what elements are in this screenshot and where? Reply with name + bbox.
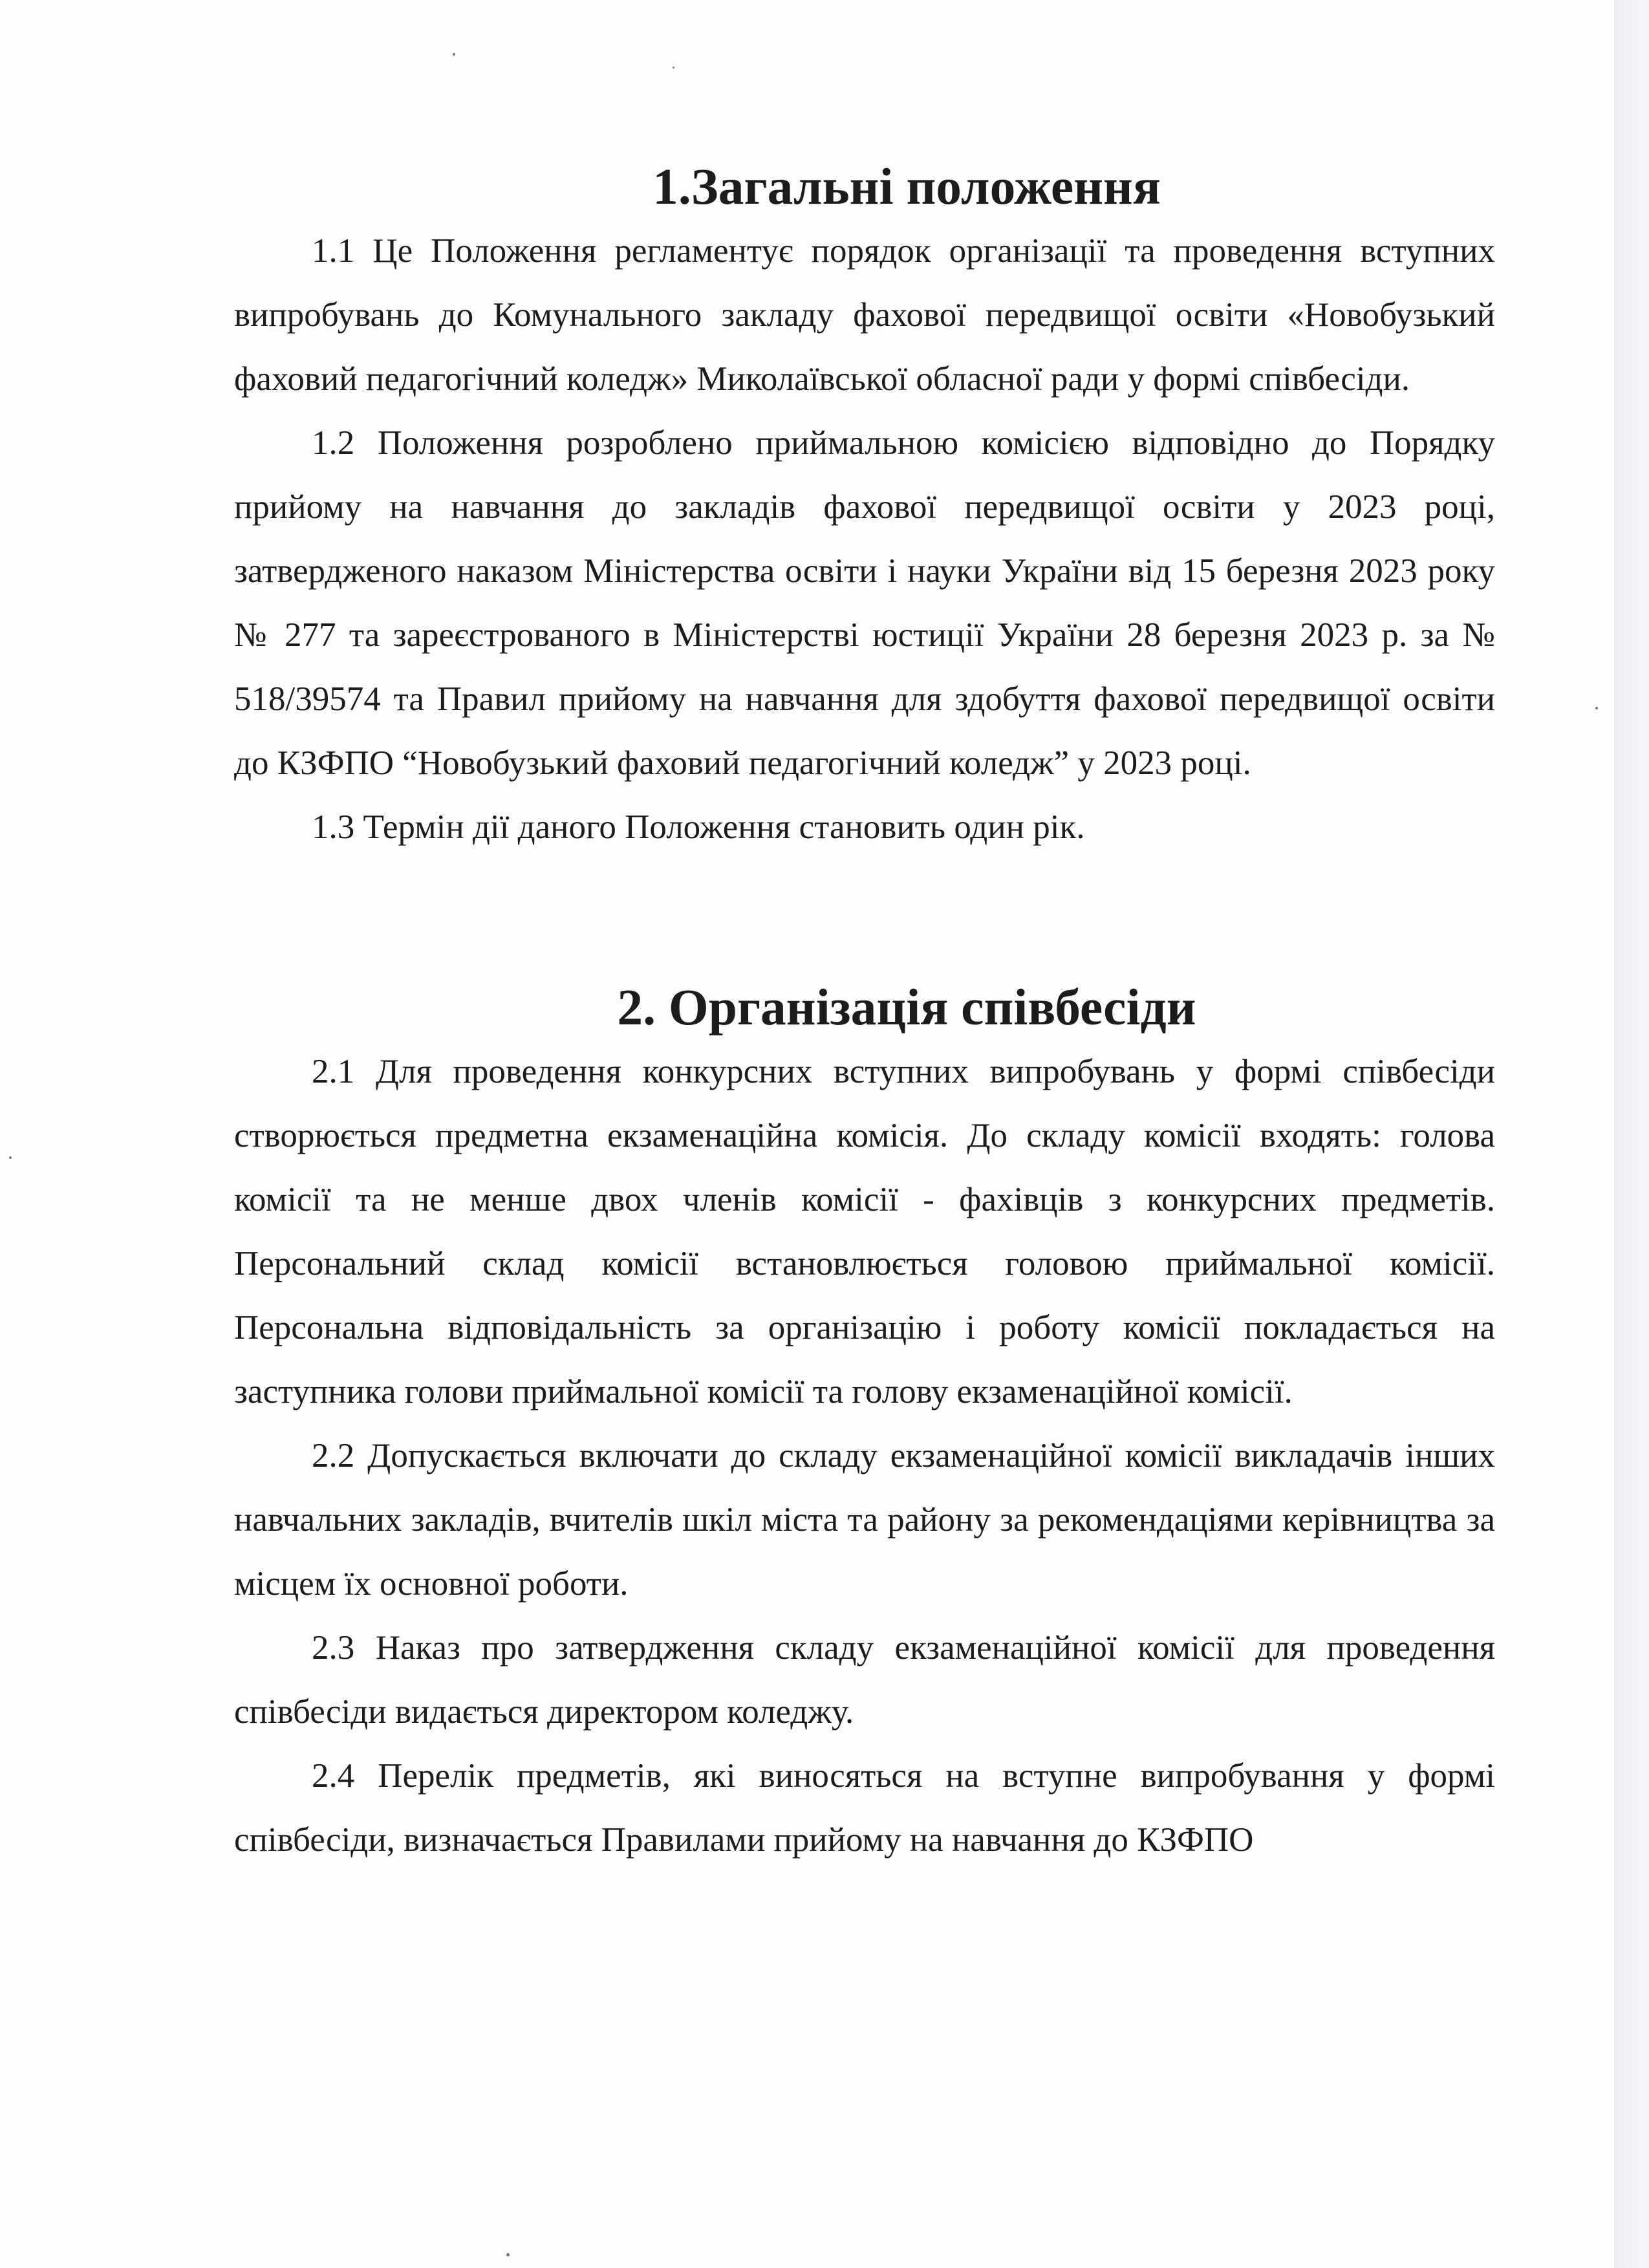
paragraph-1-3: 1.3 Термін дії даного Положення становить один рік. [312, 808, 1085, 846]
scan-speck [1595, 707, 1598, 709]
scan-speck [453, 53, 455, 56]
section-heading-interview-organization: 2. Організація співбесіди [617, 979, 1196, 1036]
scan-speck [9, 1156, 12, 1159]
paragraph-1-1: 1.1 Це Положення регламентує порядок організації та проведення вступних випробувань до Комунального закладу фахової передвищої освіти «Новобузький фаховий педагогічний коледж» Миколаївської обласної ради у формі співбесіди. [234, 232, 1495, 398]
scan-speck [506, 2253, 510, 2256]
paragraph-2-3: 2.3 Наказ про затвердження складу екзаменаційної комісії для проведення співбесіди видається директором коледжу. [234, 1629, 1495, 1731]
scan-edge-strip [1614, 0, 1649, 2268]
document-body [234, 155, 1495, 1872]
paragraph-2-2: 2.2 Допускається включати до складу екзаменаційної комісії викладачів інших навчальних закладів, вчителів шкіл міста та району за рекомендаціями керівництва за місцем їх основної роботи. [234, 1437, 1495, 1603]
paragraph-2-4: 2.4 Перелік предметів, які виносяться на вступне випробування у формі співбесіди, визначається Правилами прийому на навчання до КЗФПО [234, 1757, 1495, 1859]
section-heading-general-provisions: 1.Загальні положення [652, 158, 1161, 215]
scan-speck [673, 67, 674, 69]
section-spacer [234, 859, 1495, 976]
paragraph-1-2: 1.2 Положення розроблено приймальною комісією відповідно до Порядку прийому на навчання до закладів фахової передвищої освіти у 2023 році, затвердженого наказом Міністерства освіти і науки України від 15 березня 2023 року № 277 та зареєстрованого в Міністерстві юстиції України 28 березня 2023 р. за № 518/39574 та Правил прийому на навчання для здобуття фахової передвищої освіти до КЗФПО “Новобузький фаховий педагогічний коледж” у 2023 році. [234, 424, 1495, 782]
paragraph-2-1: 2.1 Для проведення конкурсних вступних випробувань у формі співбесіди створюється предметна екзаменаційна комісія. До складу комісії входять: голова комісії та не менше двох членів комісії - фахівців з конкурсних предметів. Персональний склад комісії встановлюється головою приймальної комісії. Персональна відповідальність за організацію і роботу комісії покладається на заступника голови приймальної комісії та голову екзаменаційної комісії. [234, 1053, 1495, 1410]
